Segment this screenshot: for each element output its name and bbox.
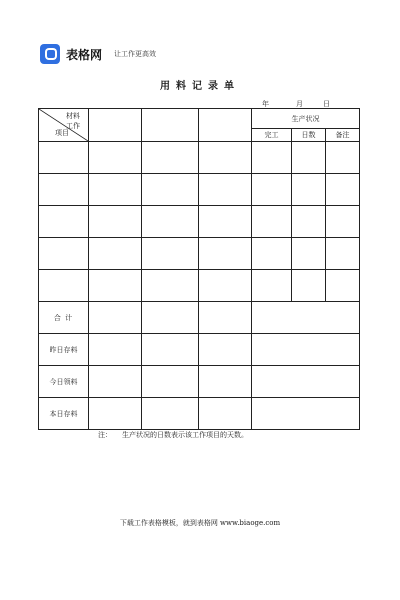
table-row (39, 238, 360, 270)
table-cell[interactable] (142, 206, 199, 238)
material-header-cell[interactable] (142, 109, 199, 142)
row-label-today-received: 今日领料 (39, 366, 89, 398)
table-row-total (39, 302, 360, 334)
table-cell[interactable] (292, 270, 326, 302)
production-status-header: 生产状况 (252, 109, 360, 129)
table-cell-merged[interactable] (252, 398, 360, 430)
table-cell[interactable] (89, 206, 142, 238)
table-cell[interactable] (292, 142, 326, 174)
page-footer: 下载工作表格模板，就到表格网 www.biaoge.com (119, 519, 281, 527)
table-cell[interactable] (199, 270, 252, 302)
table-cell[interactable] (39, 206, 89, 238)
table-cell[interactable] (89, 238, 142, 270)
table-cell[interactable] (199, 142, 252, 174)
brand-slogan: 让工作更高效 (114, 50, 157, 58)
table-row-today-received (39, 366, 360, 398)
table-cell-merged[interactable] (252, 334, 360, 366)
logo-icon (40, 44, 60, 64)
corner-header-top: 材料 (66, 112, 80, 120)
row-label-yesterday-stock: 昨日存料 (39, 334, 89, 366)
document-title: 用料记录单 (160, 81, 240, 92)
table-cell[interactable] (142, 334, 199, 366)
corner-header-bottom: 项目 (55, 129, 69, 137)
table-cell[interactable] (199, 238, 252, 270)
table-cell[interactable] (89, 398, 142, 430)
table-cell[interactable] (252, 142, 292, 174)
row-label-today-stock: 本日存料 (39, 398, 89, 430)
table-cell[interactable] (326, 206, 360, 238)
sub-header-days: 日数 (292, 129, 326, 142)
date-year-label: 年 (262, 100, 269, 108)
table-cell[interactable] (142, 238, 199, 270)
table-row-yesterday-stock (39, 334, 360, 366)
table-cell[interactable] (39, 238, 89, 270)
table-row-today-stock (39, 398, 360, 430)
brand-header (40, 44, 156, 64)
table-cell[interactable] (89, 334, 142, 366)
sub-header-completed: 完工 (252, 129, 292, 142)
table-cell[interactable] (292, 174, 326, 206)
table-cell[interactable] (292, 238, 326, 270)
corner-header-middle: 工作 (66, 122, 80, 130)
table-cell[interactable] (39, 270, 89, 302)
row-label-total: 合 计 (39, 302, 89, 334)
table-row (39, 174, 360, 206)
table-cell[interactable] (252, 238, 292, 270)
table-cell[interactable] (199, 206, 252, 238)
table-cell[interactable] (142, 366, 199, 398)
table-cell[interactable] (199, 366, 252, 398)
note-prefix: 注： (98, 431, 112, 439)
table-cell[interactable] (89, 174, 142, 206)
table-cell-merged[interactable] (252, 366, 360, 398)
table-row (39, 206, 360, 238)
sub-header-remarks: 备注 (326, 129, 360, 142)
diagonal-header-cell (39, 109, 89, 142)
table-cell[interactable] (326, 238, 360, 270)
table-cell[interactable] (199, 174, 252, 206)
table-cell[interactable] (39, 142, 89, 174)
brand-name: 表格网 (66, 47, 103, 62)
table-cell[interactable] (142, 398, 199, 430)
table-cell[interactable] (142, 174, 199, 206)
table-cell[interactable] (142, 302, 199, 334)
usage-record-table (38, 108, 360, 430)
date-month-label: 月 (296, 100, 303, 108)
table-note (98, 430, 248, 440)
table-cell[interactable] (142, 142, 199, 174)
table-cell[interactable] (199, 334, 252, 366)
table-cell[interactable] (142, 270, 199, 302)
table-cell[interactable] (89, 142, 142, 174)
table-cell[interactable] (252, 174, 292, 206)
table-cell[interactable] (252, 206, 292, 238)
table-cell[interactable] (252, 270, 292, 302)
table-cell[interactable] (89, 366, 142, 398)
table-cell[interactable] (326, 174, 360, 206)
table-row (39, 270, 360, 302)
table-cell[interactable] (292, 206, 326, 238)
table-cell[interactable] (39, 174, 89, 206)
table-cell-merged[interactable] (252, 302, 360, 334)
table-cell[interactable] (89, 270, 142, 302)
table-cell[interactable] (326, 142, 360, 174)
table-row (39, 142, 360, 174)
table-cell[interactable] (89, 302, 142, 334)
material-header-cell[interactable] (89, 109, 142, 142)
table-cell[interactable] (326, 270, 360, 302)
table-cell[interactable] (199, 302, 252, 334)
date-day-label: 日 (323, 100, 330, 108)
table-cell[interactable] (199, 398, 252, 430)
material-header-cell[interactable] (199, 109, 252, 142)
note-text: 生产状况的日数表示该工作项目的天数。 (122, 431, 248, 439)
